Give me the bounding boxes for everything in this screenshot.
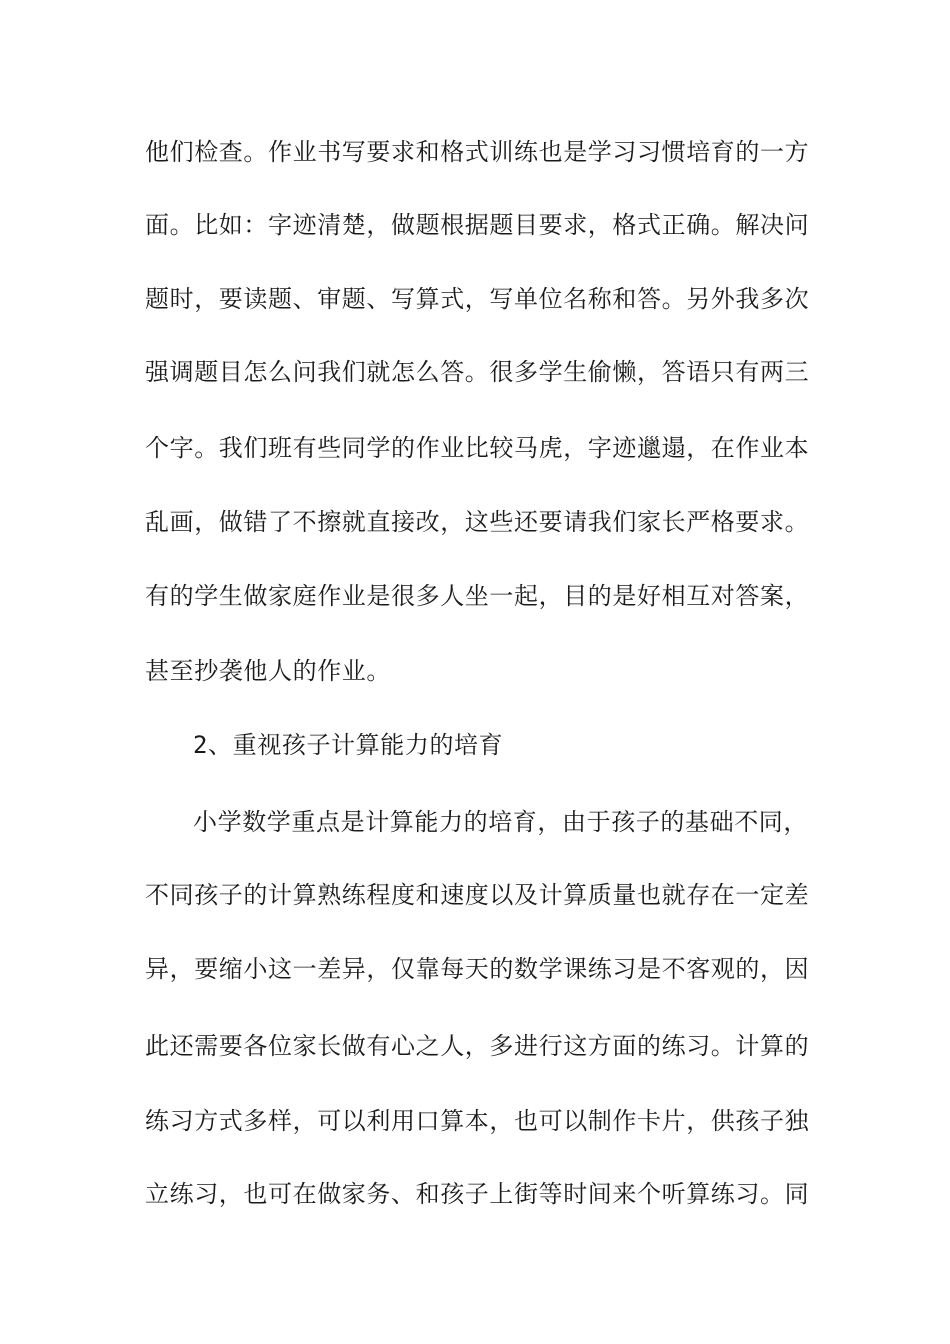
paragraph-line: 甚至抄袭他人的作业。: [145, 657, 391, 685]
paragraph-line: 强调题目怎么问我们就怎么答。很多学生偷懒，答语只有两三: [145, 358, 810, 386]
paragraph-first-line: 小学数学重点是计算能力的培育，由于孩子的基础不同，: [193, 808, 808, 836]
paragraph-line: 练习方式多样，可以利用口算本，也可以制作卡片，供孩子独: [145, 1107, 810, 1135]
paragraph-line: 此还需要各位家长做有心之人，多进行这方面的练习。计算的: [145, 1032, 810, 1060]
paragraph-line: 不同孩子的计算熟练程度和速度以及计算质量也就存在一定差: [145, 881, 810, 909]
section-heading: 2、重视孩子计算能力的培育: [193, 731, 504, 759]
paragraph-line: 他们检查。作业书写要求和格式训练也是学习习惯培育的一方: [145, 138, 810, 166]
paragraph-line: 题时，要读题、审题、写算式，写单位名称和答。另外我多次: [145, 285, 810, 313]
paragraph-line: 面。比如：字迹清楚，做题根据题目要求，格式正确。解决问: [145, 211, 810, 239]
paragraph-line: 乱画，做错了不擦就直接改，这些还要请我们家长严格要求。: [145, 508, 810, 536]
paragraph-line: 异，要缩小这一差异，仅靠每天的数学课练习是不客观的，因: [145, 955, 810, 983]
paragraph-line: 个字。我们班有些同学的作业比较马虎，字迹邋遢，在作业本: [145, 434, 810, 462]
paragraph-line: 立练习，也可在做家务、和孩子上街等时间来个听算练习。同: [145, 1180, 810, 1208]
paragraph-line: 有的学生做家庭作业是很多人坐一起，目的是好相互对答案，: [145, 582, 810, 610]
